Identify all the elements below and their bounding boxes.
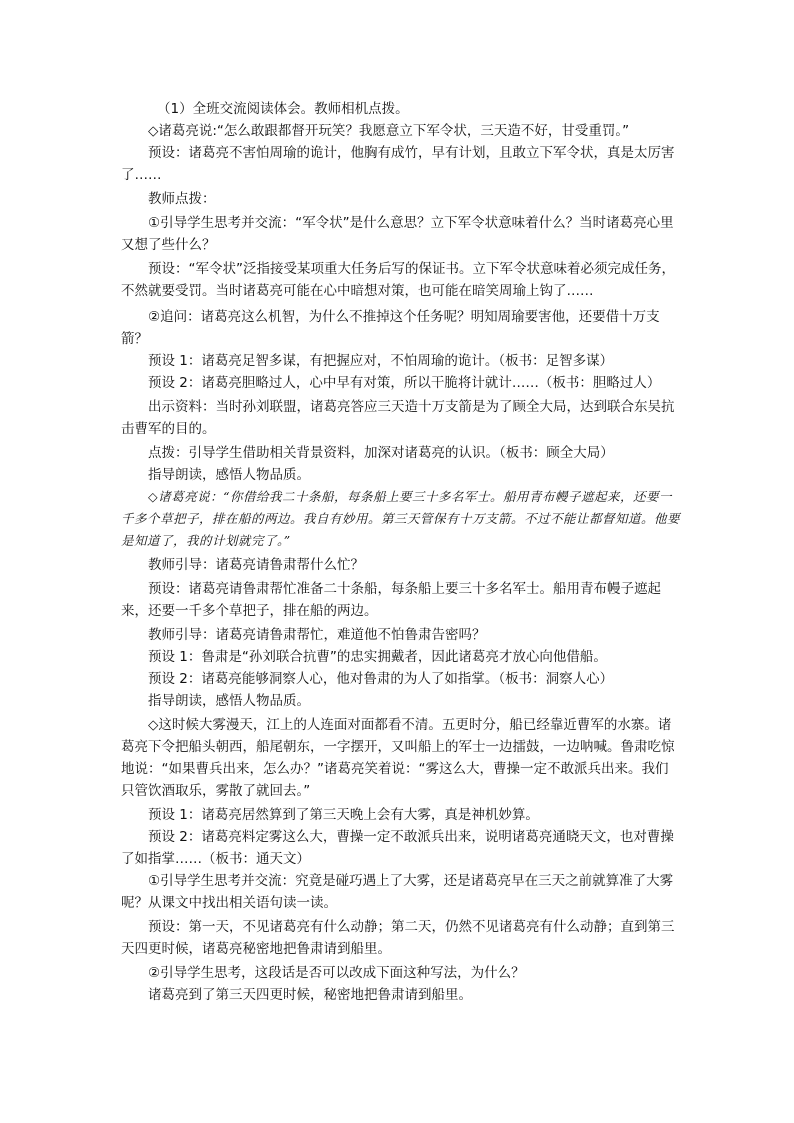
paragraph: 出示资料：当时孙刘联盟，诸葛亮答应三天造十万支箭是为了顾全大局，达到联合东吴抗击曹军的目的。 [121, 399, 675, 437]
paragraph: 指导朗读，感悟人物品质。 [148, 467, 310, 483]
paragraph: ②引导学生思考，这段话是否可以改成下面这种写法，为什么？ [148, 965, 525, 981]
paragraph: 预设 2：诸葛亮能够洞察人心，他对鲁肃的为人了如指掌。（板书：洞察人心） [148, 671, 614, 687]
paragraph: （1）全班交流阅读体会。教师相机点拨。 [157, 101, 409, 117]
paragraph: ①引导学生思考并交流：“军令状”是什么意思？立下军令状意味着什么？当时诸葛亮心里又想了些什么？ [121, 215, 674, 253]
document-body [121, 98, 681, 1006]
paragraph: 预设：诸葛亮请鲁肃帮忙准备二十条船，每条船上要三十多名军士。船用青布幔子遮起来，还要一千多个草把子，排在船的两边。 [121, 581, 661, 619]
paragraph: 预设：诸葛亮不害怕周瑜的诡计，他胸有成竹，早有计划，且敢立下军令状，真是太厉害了…… [121, 145, 675, 183]
handwritten-quote: ◇诸葛亮说：“你借给我二十条船，每条船上要三十多名军士。船用青布幔子遮起来，还要一千多个草把子，排在船的两边。我自有妙用。第三天管保有十万支箭。不过不能让都督知道。他要是知道了，我的计划就完了。” [121, 489, 681, 548]
paragraph: 预设 1：诸葛亮居然算到了第三天晚上会有大雾，真是神机妙算。 [148, 807, 539, 823]
paragraph: 预设：第一天，不见诸葛亮有什么动静；第二天，仍然不见诸葛亮有什么动静；直到第三天四更时候，诸葛亮秘密地把鲁肃请到船里。 [121, 919, 675, 957]
paragraph: 预设 1：诸葛亮足智多谋，有把握应对，不怕周瑜的诡计。（板书：足智多谋） [148, 353, 614, 369]
paragraph: ①引导学生思考并交流：究竟是碰巧遇上了大雾，还是诸葛亮早在三天之前就算准了大雾呢？从课文中找出相关语句读一读。 [121, 873, 674, 911]
paragraph: ②追问：诸葛亮这么机智，为什么不推掉这个任务呢？明知周瑜要害他，还要借十万支箭？ [121, 309, 660, 347]
paragraph: ◇这时候大雾漫天，江上的人连面对面都看不清。五更时分，船已经靠近曹军的水寨。诸葛亮下令把船头朝西，船尾朝东，一字摆开，又叫船上的军士一边擂鼓，一边呐喊。鲁肃吃惊地说：“如果曹兵出来，怎么办？”诸葛亮笑着说：“雾这么大，曹操一定不敢派兵出来。我们只管饮酒取乐，雾散了就回去。” [121, 717, 675, 799]
paragraph: 教师引导：诸葛亮请鲁肃帮什么忙？ [148, 557, 364, 573]
paragraph: 教师引导：诸葛亮请鲁肃帮忙，难道他不怕鲁肃告密吗？ [148, 627, 486, 643]
paragraph: 预设：“军令状”泛指接受某项重大任务后写的保证书。立下军令状意味着必须完成任务，不然就要受罚。当时诸葛亮可能在心中暗想对策，也可能在暗笑周瑜上钩了…… [121, 261, 675, 299]
paragraph: 点拨：引导学生借助相关背景资料，加深对诸葛亮的认识。（板书：顾全大局） [148, 445, 614, 461]
paragraph: 指导朗读，感悟人物品质。 [148, 693, 310, 709]
paragraph: 教师点拨： [148, 191, 216, 207]
paragraph: 诸葛亮到了第三天四更时候，秘密地把鲁肃请到船里。 [148, 987, 472, 1003]
paragraph: 预设 2：诸葛亮料定雾这么大，曹操一定不敢派兵出来，说明诸葛亮通晓天文，也对曹操了如指掌……（板书：通天文） [121, 829, 674, 867]
paragraph: 预设 1：鲁肃是“孙刘联合抗曹”的忠实拥戴者，因此诸葛亮才放心向他借船。 [148, 649, 607, 665]
paragraph: 预设 2：诸葛亮胆略过人，心中早有对策，所以干脆将计就计……（板书：胆略过人） [148, 375, 661, 391]
paragraph: ◇诸葛亮说:“怎么敢跟都督开玩笑？我愿意立下军令状，三天造不好，甘受重罚。” [148, 123, 630, 139]
